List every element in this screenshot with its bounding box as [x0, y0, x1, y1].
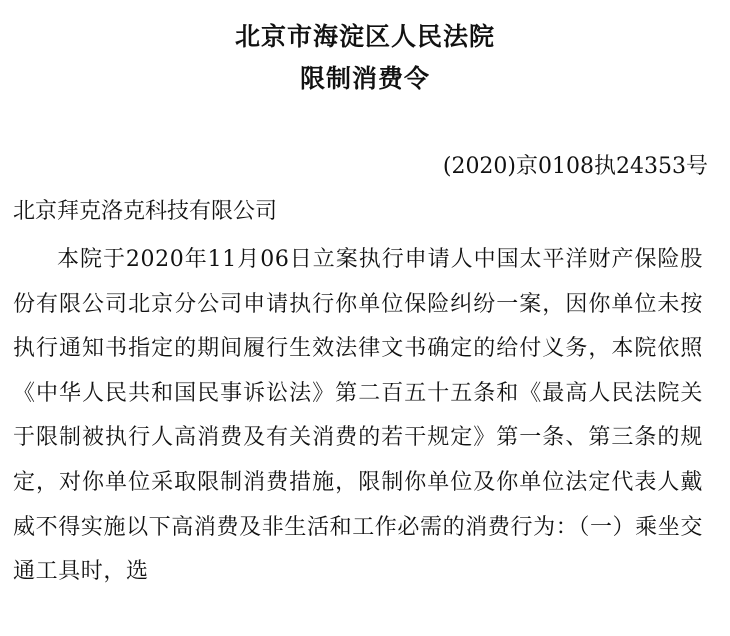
body-paragraph: 本院于2020年11月06日立案执行申请人中国太平洋财产保险股份有限公司北京分公司申请执行你单位保险纠纷一案，因你单位未按执行通知书指定的期间履行生效法律文书确定的给付义务，本院依照《中华人民共和国民事诉讼法》第二百五十五条和《最高人民法院关于限制被执行人高消费及有关消费的若干规定》第一条、第三条的规定，对你单位采取限制消费措施，限制你单位及你单位法定代表人戴威不得实施以下高消费及非生活和工作必需的消费行为：（一）乘坐交通工具时，选	[13, 247, 703, 585]
case-number: (2020)京0108执24353号	[442, 154, 708, 179]
court-name-heading: 北京市海淀区人民法院	[234, 22, 495, 51]
addressee: 北京拜克洛克科技有限公司	[13, 199, 278, 224]
document-title: 限制消费令	[299, 64, 430, 93]
